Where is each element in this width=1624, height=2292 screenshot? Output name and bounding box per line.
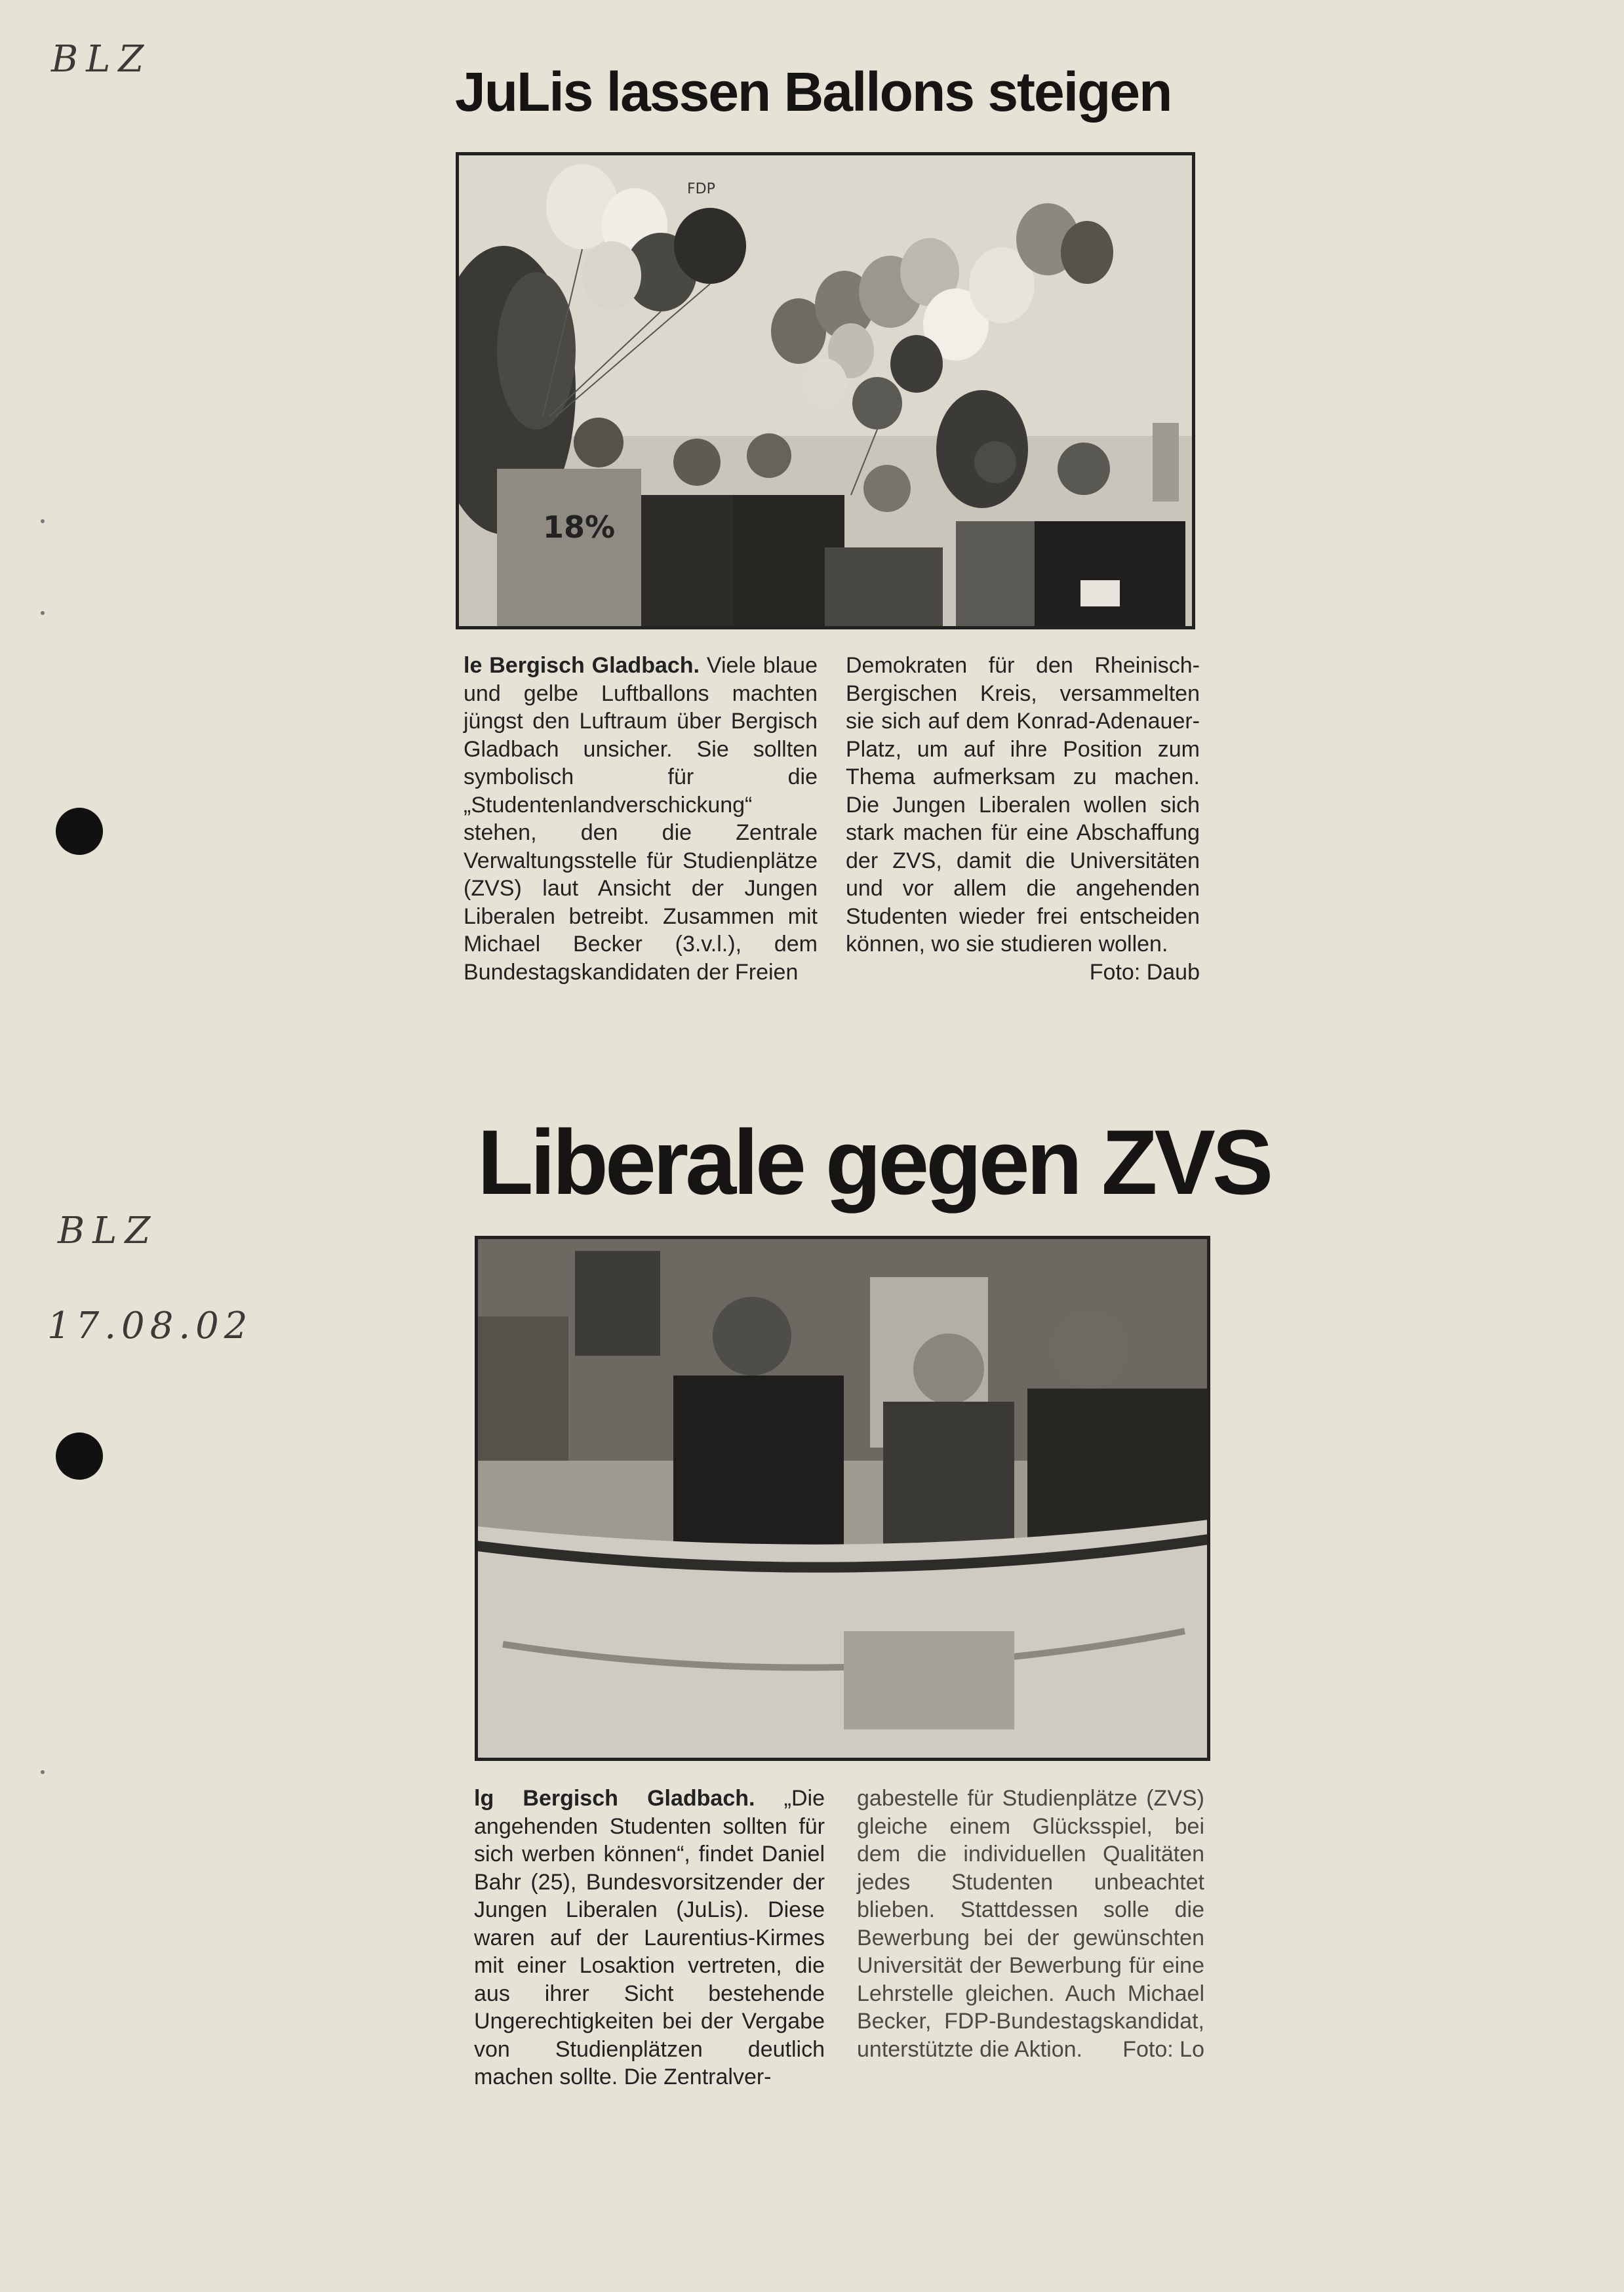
article-2-column-1 [474,1785,825,2091]
article-2-column-2 [857,1785,1204,2063]
article-2-photo [475,1236,1210,1761]
article-1-text-1: Viele blaue und gelbe Luftballons machten jüngst den Luftraum über Bergisch Gladbach unsicher. Sie sollten symbolisch für die „Studentenlandverschickung“ stehen, den die Zentrale Verwaltungsstelle für Studienplätze (ZVS) laut Ansicht der Jungen Liberalen betreibt. Zusammen mit Michael Becker (3.v.l.), dem Bundestagskandidaten der Freien [464,653,818,985]
photo-people-with-balloons-icon [458,154,1193,627]
article-1-column-1 [464,652,818,986]
article-2-text-2: gabestelle für Studienplätze (ZVS) gleiche einem Glücksspiel, bei dem die individuellen Qualitäten jedes Studenten unbeachtet blieben. Stattdessen solle die Bewerbung bei der gewünschten Universität der Bewerbung für eine Lehrstelle gleichen. Auch Michael Becker, FDP-Bundestagskandidat, unterstützte die Aktion. [857,1786,1204,2062]
punch-hole-top [56,808,103,855]
paper-speck [41,519,45,523]
shirt-text: 18% [543,509,616,545]
margin-note-middle: BLZ [58,1210,159,1252]
article-1-headline: JuLis lassen Ballons steigen [455,61,1172,123]
article-2-dateline: lg Bergisch Gladbach. [474,1786,755,1811]
punch-hole-bottom [56,1433,103,1480]
article-2-headline: Liberale gegen ZVS [477,1111,1271,1214]
article-1-column-2 [846,652,1200,986]
article-2-text-1: „Die angehenden Studenten sollten für sich werben können“, findet Daniel Bahr (25), Bundesvorsitzender der Jungen Liberalen (JuLis). Diese waren auf der Laurentius-Kirmes mit einer Losaktion vertreten, die aus ihrer Sicht bestehende Ungerechtigkeiten bei der Vergabe von Studienplätzen deutlich machen sollte. Die Zentralver- [474,1786,825,2089]
margin-note-top: BLZ [51,38,152,81]
margin-note-date: 17.08.02 [47,1305,253,1347]
balloon-text: FDP [687,181,715,197]
paper-speck [41,611,45,615]
article-1-photo [456,152,1195,629]
article-1-photo-credit: Foto: Daub [1089,959,1200,985]
article-1-text-2: Demokraten für den Rheinisch-Bergischen Kreis, versammelten sie sich auf dem Konrad-Adenauer-Platz, um auf ihre Position zum Thema aufmerksam zu machen. Die Jungen Liberalen wollen sich stark machen für eine Abschaffung der ZVS, damit die Universitäten und vor allem die angehenden Studenten wieder frei entscheiden können, wo sie studieren wollen. [846,653,1200,957]
paper-speck [41,1770,45,1774]
photo-men-in-carousel-icon [477,1238,1208,1759]
article-1-dateline: le Bergisch Gladbach. [464,653,700,678]
article-2-photo-credit: Foto: Lo [1122,2036,1204,2062]
